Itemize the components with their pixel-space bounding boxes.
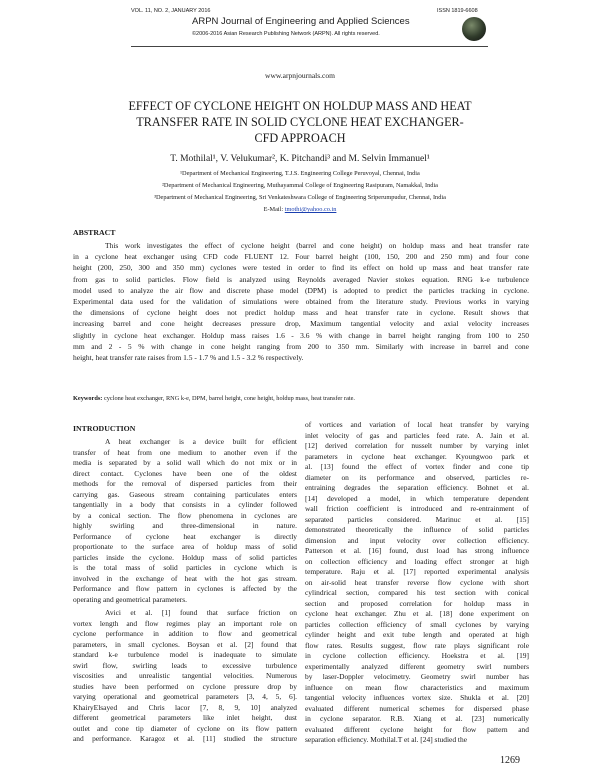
body-line: wall friction coefficient is introduced and re-entrainment of [305,504,529,513]
body-line: [14] developed a model, in which temperature dependent [305,493,529,503]
abstract-line: mm and 2 - 5 % with change in cone height ranging from 200 to 350 mm. Similarly with increase in barrel and cone [73,341,529,351]
body-line: different geometrical parameters like inlet height, dust [73,713,297,722]
keywords-text: cyclone heat exchanger, RNG k-e, DPM, barrel height, cone height, holdup mass, heat transfer rate. [103,395,355,402]
body-line: outlet and cone tip diameter of cyclone on its flow pattern [73,723,297,733]
affiliation-1: ¹Department of Mechanical Engineering, T.J.S. Engineering College Peruvoyal, Chennai, India [180,170,420,177]
body-line: Performance of cyclone heat exchanger is directly [73,531,297,541]
journal-website: www.arpnjournals.com [265,71,335,80]
abstract-line: height, heat transfer rate raises from 1.5 - 1.7 % and 1.5 - 3.2 % respectively. [73,352,304,362]
body-line: Performance and flow pattern in cyclones is affected by the [73,584,297,593]
body-line: of vortices and variation of local heat transfer by varying [305,420,529,429]
body-line: al. [13] found the effect of vortex finder and cone tip [305,462,529,471]
body-line: proportionate to the surface area of holdup mass of solid [73,542,297,551]
body-line: separation efficiency. Mothilal.T et al. [24] studied the [305,735,467,744]
abstract-line: slightly in cyclone heat exchanger. Holdup mass raises 1.6 - 3.6 % with change in barrel height ranging from 100 to 250 [73,330,529,340]
body-line: varying operational and geometrical parameters [3, 4, 5, 6]. [73,692,297,701]
body-line: cylindrical section, compared his test section with conical [305,588,529,597]
body-line: by a conical section. The flow phenomena in cyclones are [73,510,297,520]
affiliation-2: ²Department of Mechanical Engineering, Muthayammal College of Engineering Rasipuram, Namakkal, India [162,182,438,189]
body-line: viscosities and unrealistic tangential velocities. Numerous [73,671,297,680]
body-line: is the total mass of solid particles in cyclone which is [73,563,297,572]
body-line: operating and geometrical parameters. [73,594,187,604]
header-divider [131,46,488,47]
body-line: parameters, in small cyclones. Boysan et al. [2] found that [73,639,297,649]
body-line: experimentally analyzed different geometry swirl numbers [305,661,529,671]
body-line: inlet velocity of gas and particles feed rate. A. Jain et al. [305,430,529,440]
arpn-logo-icon [462,17,486,41]
email-label: E-Mail: [263,206,284,213]
body-line: standard k-e turbulence model is inadequate to simulate [73,650,297,659]
body-line: tangentially in a body that consists in a cylinder followed [73,500,297,509]
keywords [73,395,355,402]
body-line: [12] derived correlation for nusselt number by varying inlet [305,441,529,450]
body-line: highly swirling and three-dimensional in nature. [73,521,297,530]
body-line: studies have been performed on cyclone pressure drop by [73,681,297,691]
body-line: particles inside the cyclone. Holdup mass of solid particles [73,552,297,562]
body-line: cyclone heat exchanger. Zhu et al. [18] done experiment on [305,609,529,618]
body-line: separated particles considered. Marinuc et al. [15] [305,514,529,524]
body-line: on air-solid heat transfer reverse flow cyclone with short [305,577,529,587]
body-line: direct contact. Cyclones have been one of the oldest [73,468,297,478]
body-line: evaluated different cyclone height for flow pattern and [305,724,529,734]
abstract-line: height (200, 250, 300 and 350 mm) cyclones were tested in order to find its effect on hold up mass and heat transfer rate [73,263,529,273]
body-line: evaluated different numerical schemes for dispersed phase [305,703,529,713]
body-line: demonstrated theoretically the influence of solid particles [305,525,529,534]
body-line: carrying gas. Gaseous stream containing particulates enters [73,489,297,499]
copyright-line: ©2006-2016 Asian Research Publishing Network (ARPN). All rights reserved. [192,31,380,37]
body-line: on collection efficiency and loading effect stronger at high [305,556,529,566]
body-line: and performance. Karagoz et al. [11] studied the structure [73,734,297,743]
body-line: KhairyElsayed and Chris lacor [7, 8, 9, 10] analyzed [73,702,297,712]
body-line: flow rates. Results suggest, flow rate plays significant role [305,640,529,650]
affiliation-3: ³Department of Mechanical Engineering, Sri Venkateshwara College of Engineering Sriperumpudur, Chennai, India [154,194,446,201]
body-line: diameter on its performance and observed, particles re- [305,472,529,482]
body-line: particles collection efficiency of small cyclones by varying [305,619,529,629]
body-line: Avici et al. [1] found that surface friction on [105,608,297,617]
title-line: TRANSFER RATE IN SOLID CYCLONE HEAT EXCHANGER- [136,115,464,129]
introduction-heading: INTRODUCTION [73,424,136,433]
abstract-line: Experimental data used for the validation of simulations were obtained from the literature study. Previous works in varying [73,296,529,306]
abstract-line: the dimensions of cyclone height does not predict holdup mass and heat transfer rate in cyclone. Result shows that [73,308,529,318]
title-line: EFFECT OF CYCLONE HEIGHT ON HOLDUP MASS AND HEAT [128,99,472,113]
contact-email [0,206,600,213]
email-link[interactable]: tmothi@yahoo.co.in [284,206,337,213]
journal-name: ARPN Journal of Engineering and Applied Sciences [192,16,410,27]
volume-issue-line: VOL. 11, NO. 2, JANUARY 2016 [131,8,211,14]
body-line: entraining degrades the separation efficiency. Bohnet et al. [305,483,529,492]
body-line: Patterson et al. [16] found, dust load has strong influence [305,546,529,555]
body-line: dimension and input velocity over collection efficiency. [305,535,529,545]
paper-title [80,98,520,146]
abstract-body [73,240,529,363]
body-line: section and proposed correlation for holdup mass in [305,598,529,608]
abstract-heading: ABSTRACT [73,228,116,237]
abstract-line: in a cyclone heat exchanger using CFD code FLUENT 12. Four barrel height (100, 150, 200 and 250 mm) and four cone [73,252,529,262]
keywords-label: Keywords: [73,395,103,402]
page-number: 1269 [500,755,520,766]
body-line: in cyclone separator. R.B. Xiang et al. [23] numerically [305,714,529,723]
abstract-line: from gas to solid particles. Flow field is analyzed using Reynolds averaged Navier stokes equation. RNG k-e turbulence [73,274,529,284]
body-line: A heat exchanger is a device built for efficient [105,437,297,446]
body-line: influence on mean flow characteristics and maximum [305,682,529,692]
body-line: transfer of heat from one medium to another even if the [73,447,297,457]
body-line: vortex length and flow regimes play an important role on [73,618,297,628]
body-line: tangential velocity influences vortex size. Shukla et al. [20] [305,693,529,702]
body-line: cyclone performance in addition to flow and geometrical [73,629,297,638]
body-line: cylinder height and exit tube length and operated at high [305,630,529,639]
abstract-line: This work investigates the effect of cyclone height (barrel and cone height) on holdup mass and heat transfer rate [105,241,529,250]
body-line: parameters in cyclone heat exchanger. Kyoungwoo park et [305,451,529,461]
body-line: methods for the removal of dispersed particles from their [73,479,297,488]
body-line: by laser-Doppler velocimetry. Geometry swirl number has [305,672,529,681]
title-line: CFD APPROACH [254,131,346,145]
body-line: swirl flow, swirling leads to excessive turbulence [73,660,297,670]
body-line: media is separated by a solid wall which do not mix or in [73,458,297,467]
body-line: temperature. Raju et al. [17] reported experimental analysis [305,567,529,576]
issn-line: ISSN 1819-6608 [437,8,478,14]
abstract-line: increasing barrel and cone height decreases pressure drop, Maximum tangential velocity and axial velocity increases [73,319,529,329]
author-list: T. Mothilal¹, V. Velukumar², K. Pitchandi³ and M. Selvin Immanuel¹ [170,154,430,164]
body-line: in cyclone collection efficiency. Hoekstra et al. [19] [305,651,529,660]
body-line: involved in the exchange of heat with the hot gas stream. [73,573,297,583]
abstract-line: model used to analyze the air flow and discrete phase model (DPM) is adopted to predict the particles tracking in cyclone. [73,285,529,295]
right-column [305,420,529,746]
left-column [73,437,297,745]
